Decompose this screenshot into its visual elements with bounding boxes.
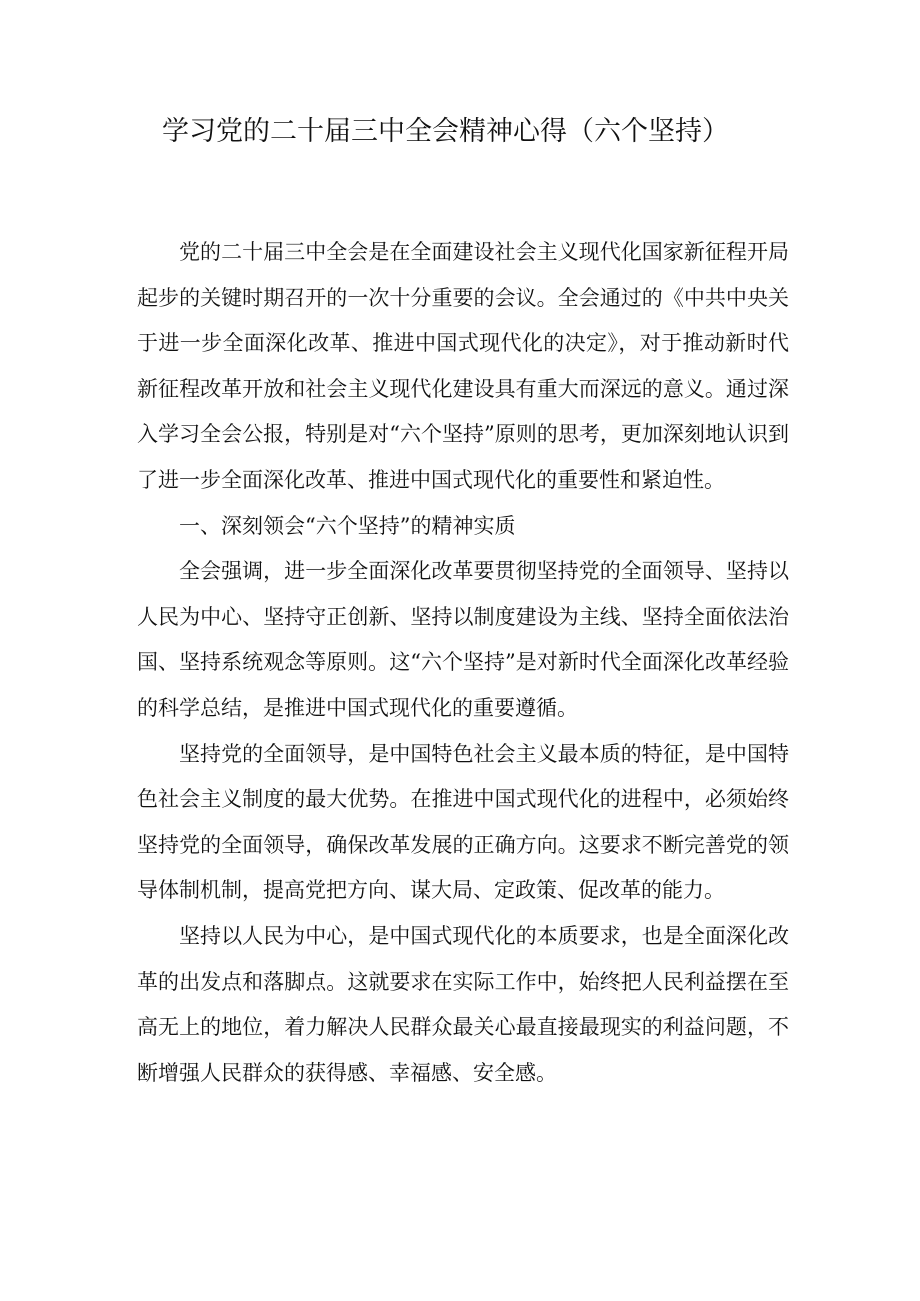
- section-heading-one: 一、深刻领会“六个坚持”的精神实质: [179, 513, 516, 538]
- people-centered-paragraph: 坚持以人民为中心，是中国式现代化的本质要求，也是全面深化改革的出发点和落脚点。这就要求在实际工作中，始终把人民利益摆在至高无上的地位，着力解决人民群众最关心最直接最现实的利益问题，不断增强人民群众的获得感、幸福感、安全感。: [137, 923, 789, 1085]
- six-principles-paragraph: 全会强调，进一步全面深化改革要贯彻坚持党的全面领导、坚持以人民为中心、坚持守正创新、坚持以制度建设为主线、坚持全面依法治国、坚持系统观念等原则。这“六个坚持”是对新时代全面深化改革经验的科学总结，是推进中国式现代化的重要遵循。: [137, 559, 789, 720]
- document-title: 学习党的二十届三中全会精神心得（六个坚持）: [162, 116, 729, 147]
- party-leadership-paragraph: 坚持党的全面领导，是中国特色社会主义最本质的特征，是中国特色社会主义制度的最大优势。在推进中国式现代化的进程中，必须始终坚持党的全面领导，确保改革发展的正确方向。这要求不断完善党的领导体制机制，提高党把方向、谋大局、定政策、促改革的能力。: [137, 741, 789, 903]
- document-body: [137, 230, 789, 1096]
- intro-paragraph: 党的二十届三中全会是在全面建设社会主义现代化国家新征程开局起步的关键时期召开的一次十分重要的会议。全会通过的《中共中央关于进一步全面深化改革、推进中国式现代化的决定》，对于推动新时代新征程改革开放和社会主义现代化建设具有重大而深远的意义。通过深入学习全会公报，特别是对“六个坚持”原则的思考，更加深刻地认识到了进一步全面深化改革、推进中国式现代化的重要性和紧迫性。: [137, 240, 789, 492]
